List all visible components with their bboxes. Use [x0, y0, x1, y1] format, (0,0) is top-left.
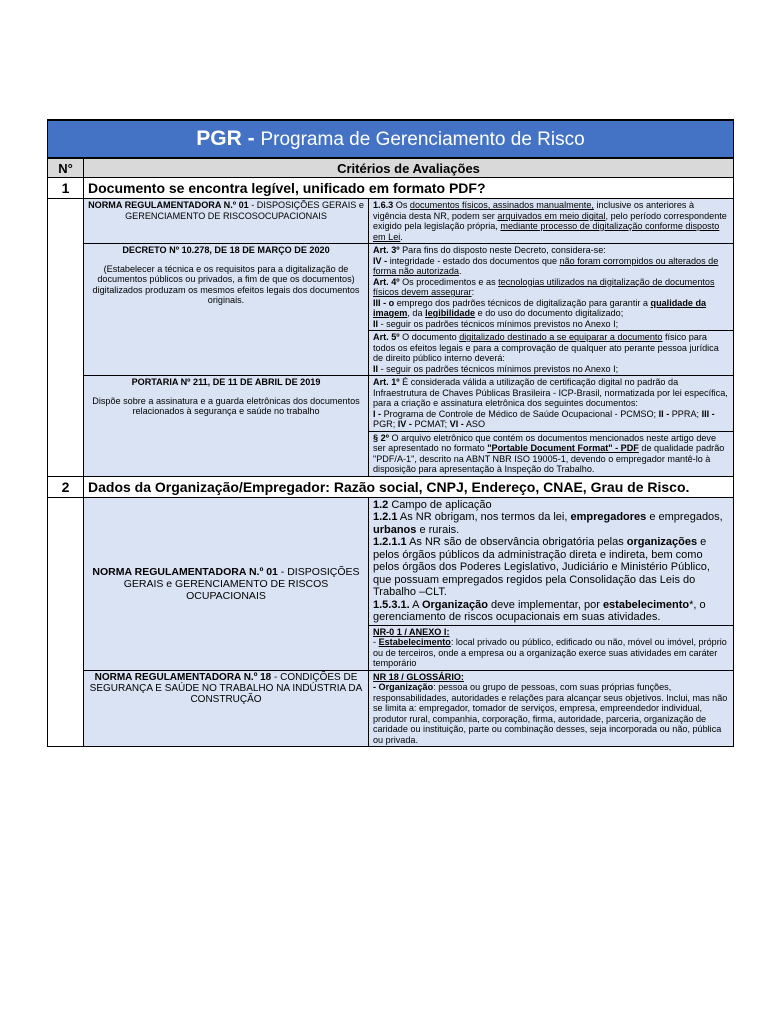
text-run: As NR obrigam, nos termos da lei, — [397, 511, 571, 523]
decreto-description: (Estabelecer a técnica e os requisitos para a digitalização de documentos públicos ou privados, a fim de que os documentos) digitalizados produzam os mesmos efeitos legais dos documentos originais. — [92, 263, 360, 305]
portaria-heading: PORTARIA Nº 211, DE 11 DE ABRIL DE 2019 — [131, 377, 321, 387]
text-run: Os — [393, 200, 410, 210]
s1-number-spacer — [48, 199, 84, 477]
text-run: - seguir os padrões técnicos mínimos previstos no Anexo I; — [378, 363, 619, 374]
text-run: - Organização — [373, 682, 434, 692]
s2-nr01-row — [48, 497, 734, 625]
article-number: Art. 1º — [373, 377, 400, 387]
section-2-number: 2 — [48, 476, 84, 497]
paragraph-number: § 2º — [373, 432, 389, 443]
s1-nr01-text — [369, 199, 734, 244]
s2-nr01-rest: - DISPOSIÇÕES GERAIS e GERENCIAMENTO DE RISCOS OCUPACIONAIS — [123, 565, 360, 602]
s1-nr01-row — [48, 199, 734, 244]
text-run: *, o gerenciamento de riscos ocupacionais em suas atividades. — [373, 598, 706, 623]
item-number: 1.2 — [373, 498, 389, 511]
s1-decreto-row — [48, 244, 734, 331]
text-run: arquivados em meio digital — [497, 210, 606, 221]
item-number: 1.6.3 — [373, 200, 394, 210]
text-run: A — [409, 598, 422, 611]
item-number: IV - — [373, 255, 390, 266]
text-run: . — [400, 231, 403, 242]
item-number: VI - — [449, 419, 464, 429]
text-run: organizações — [626, 536, 698, 548]
anexo-heading: NR-0 1 / ANEXO I: — [373, 626, 450, 637]
text-run: qualidade da imagem — [373, 297, 707, 318]
text-run: tecnologias utilizados na digitalização de documentos físicos devem assegurar — [373, 276, 715, 297]
text-run: inclusive os anteriores à vigência desta NR, podem ser — [373, 200, 695, 221]
table-title — [48, 120, 734, 158]
text-run: Campo de aplicação — [388, 498, 492, 511]
section-1-number: 1 — [48, 178, 84, 199]
s2-nr01-text — [369, 497, 734, 625]
glossario-heading: NR 18 / GLOSSÁRIO: — [373, 671, 464, 682]
item-number: II — [373, 318, 379, 329]
text-run: documentos físicos, assinados manualmente, — [409, 200, 594, 210]
text-run: Programa de Controle de Médico de Saúde Ocupacional - PCMSO; — [381, 408, 659, 419]
criteria-table — [47, 119, 734, 747]
article-number: Art. 3º — [373, 245, 400, 255]
item-number: III - — [701, 408, 715, 419]
text-run: mediante processo de digitalização conforme disposto em Lei — [373, 221, 720, 242]
text-run: , da — [407, 308, 426, 318]
s2-nr18-row — [48, 670, 734, 747]
text-run: "Portable Document Format" - PDF — [487, 443, 639, 453]
text-run: físico para todos os efeitos legais e para a comprovação de qualquer ato perante pessoa jurídica de direito público interno deverá: — [373, 332, 719, 363]
text-run: estabelecimento — [602, 598, 690, 611]
text-run: : — [471, 287, 475, 297]
text-run: Estabelecimento — [378, 637, 451, 647]
title-text: Programa de Gerenciamento de Risco — [260, 129, 585, 150]
text-run: emprego dos padrões técnicos de digitalização para garantir a — [394, 297, 651, 308]
s1-portaria-reference — [84, 376, 369, 477]
text-run: - — [373, 637, 379, 647]
text-run: O arquivo eletrônico que contém os documentos mencionados neste artigo deve ser apresentado no formato — [373, 432, 717, 453]
s1-portaria-par2 — [369, 431, 734, 476]
header-criteria: Critérios de Avaliações — [84, 158, 734, 178]
header-row — [48, 158, 734, 178]
text-run: não foram corrompidos ou alterados de forma não autorizada — [373, 255, 719, 276]
s2-number-spacer — [48, 497, 84, 747]
text-run: digitalizado destinado a se equiparar a documento — [459, 332, 663, 342]
text-run: de qualidade padrão "PDF/A-1", descrito na ABNT NBR ISO 19005-1, devendo o empregador mantê-lo à disposição para apresentação à Inspeção do Trabalho. — [373, 443, 725, 474]
text-run: e do uso do documento digitalizado; — [475, 308, 624, 318]
s2-anexo-text — [369, 625, 734, 670]
text-run: e pelos órgãos públicos da administração direta e indireta, bem como pelos órgãos dos Poderes Legislativo, Judiciário e Ministério Público, que possuam empregados regidos pela Consolidação das Leis do Trabalho –CLT. — [373, 536, 710, 598]
pgr-sheet — [47, 119, 733, 747]
item-number: 1.2.1 — [373, 511, 398, 523]
text-run: empregadores — [570, 511, 647, 523]
item-number: I - — [373, 408, 382, 419]
title-prefix: PGR - — [196, 127, 261, 150]
s2-nr18-reference — [84, 670, 369, 747]
text-run: urbanos — [373, 523, 417, 536]
item-number: 1.5.3.1. — [373, 598, 410, 611]
text-run: : local privado ou público, edificado ou não, móvel ou imóvel, próprio ou de terceiros, onde a empresa ou a organização exerce suas atividades em caráter temporário — [373, 637, 727, 668]
text-run: . — [458, 266, 462, 276]
text-run: Os procedimentos e as — [399, 276, 499, 287]
s1-nr01-lead: NORMA REGULAMENTADORA N.º 01 — [88, 200, 249, 210]
text-run: O documento — [399, 332, 460, 342]
section-2-row — [48, 476, 734, 497]
section-1-title: Documento se encontra legível, unificado em formato PDF? — [84, 178, 734, 199]
article-number: Art. 5º — [373, 332, 400, 342]
s1-decreto-reference — [84, 244, 369, 376]
text-run: - seguir os padrões técnicos mínimos previstos no Anexo I; — [378, 318, 619, 329]
section-1-row — [48, 178, 734, 199]
text-run: integridade - estado dos documentos que — [389, 255, 560, 266]
text-run: Para fins do disposto neste Decreto, considera-se: — [399, 245, 606, 255]
text-run: e empregados, — [646, 511, 723, 523]
text-run: PGR; — [373, 419, 398, 429]
text-run: deve implementar, por — [487, 598, 603, 611]
s2-nr01-lead: NORMA REGULAMENTADORA N.º 01 — [92, 565, 278, 578]
s2-nr01-reference — [84, 497, 369, 670]
s1-decreto-art5 — [369, 331, 734, 376]
s1-nr01-reference — [84, 199, 369, 244]
decreto-heading: DECRETO Nº 10.278, DE 18 DE MARÇO DE 2020 — [122, 245, 330, 255]
text-run: As NR são de observância obrigatória pelas — [406, 536, 627, 548]
item-number: II — [373, 363, 379, 374]
item-number: 1.2.1.1 — [373, 536, 407, 548]
section-2-title: Dados da Organização/Empregador: Razão social, CNPJ, Endereço, CNAE, Grau de Risco. — [84, 476, 734, 497]
item-number: II - — [658, 408, 670, 419]
s2-nr18-lead: NORMA REGULAMENTADORA N.º 18 — [94, 671, 272, 683]
article-number: Art. 4º — [373, 276, 400, 287]
text-run: , pelo período correspondente exigido pela legislação própria, — [373, 210, 727, 231]
text-run: : pessoa ou grupo de pessoas, com suas próprias funções, responsabilidades, autoridades e relações para alcançar seus objetivos. Inclui, mas não se limita a: empregador, tomador de serviços, empresa, empreendedor individual, produtor rural, companhia, corporação, firma, autoridade, parceria, organização de caridade ou instituição, parte ou combinação desses, seja incorporada ou não, pública ou privada. — [373, 682, 728, 745]
s1-portaria-art1 — [369, 376, 734, 432]
s1-decreto-art3 — [369, 244, 734, 331]
text-run: PPRA; — [669, 408, 702, 419]
item-number: IV - — [397, 419, 412, 429]
text-run: Organização — [421, 598, 488, 611]
header-number: N° — [48, 158, 84, 178]
s1-nr01-rest: - DISPOSIÇÕES GERAIS e GERENCIAMENTO DE RISCOSOCUPACIONAIS — [125, 200, 364, 221]
text-run: PCMAT; — [411, 419, 450, 429]
s2-nr18-rest: - CONDIÇÕES DE SEGURANÇA E SAÚDE NO TRABALHO NA INDÚSTRIA DA CONSTRUÇÃO — [89, 671, 363, 705]
portaria-description: Dispõe sobre a assinatura e a guarda eletrônicas dos documentos relacionados à segurança e saúde no trabalho — [92, 395, 360, 416]
s1-portaria-row — [48, 376, 734, 432]
item-number: III - o — [373, 297, 395, 308]
s2-glossario-text — [369, 670, 734, 747]
text-run: É considerada válida a utilização de certificação digital no padrão da Infraestrutura de Chaves Públicas Brasileira - ICP-Brasil, normatizada por lei específica, para a criação e assinatura eletrônica dos seguintes documentos: — [373, 377, 728, 408]
text-run: e rurais. — [416, 523, 460, 536]
text-run: legibilidade — [425, 308, 476, 318]
text-run: ASO — [463, 419, 486, 429]
